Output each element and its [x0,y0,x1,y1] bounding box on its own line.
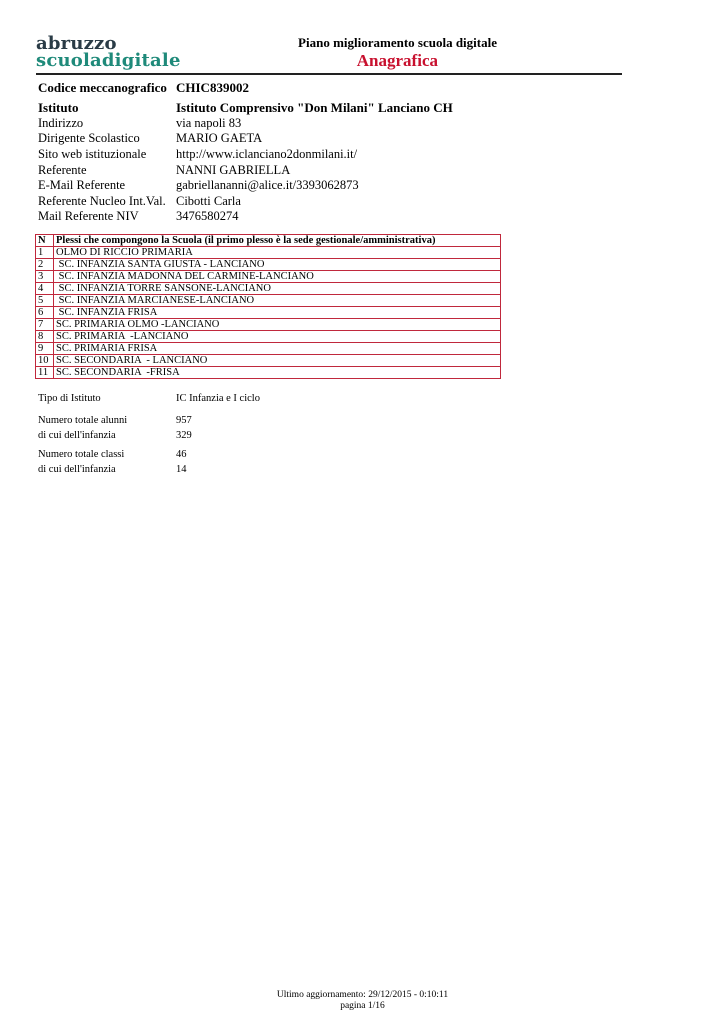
classi-infanzia-value: 14 [176,464,187,475]
classi-infanzia-label: di cui dell'infanzia [38,464,116,475]
plesso-name: SC. PRIMARIA -LANCIANO [54,331,501,343]
istituto-value: Istituto Comprensivo "Don Milani" Lanciano CH [176,100,453,115]
plesso-name: SC. SECONDARIA -FRISA [54,367,501,379]
table-row [36,319,501,331]
row-number: 6 [36,307,54,319]
plessi-table [35,234,501,379]
table-header-row [36,235,501,247]
plesso-name: SC. INFANZIA SANTA GIUSTA - LANCIANO [54,259,501,271]
row-number: 11 [36,367,54,379]
header-divider [36,73,622,75]
logo-line-1: abruzzo [36,33,117,54]
field-value: 3476580274 [176,209,239,223]
document-subtitle: Anagrafica [356,51,438,70]
codice-value: CHIC839002 [176,80,249,95]
field-label: Referente Nucleo Int.Val. [38,194,166,208]
field-label: Sito web istituzionale [38,147,147,161]
plesso-name: SC. INFANZIA MARCIANESE-LANCIANO [54,295,501,307]
tipo-label: Tipo di Istituto [38,393,101,404]
table-row [36,247,501,259]
row-number: 1 [36,247,54,259]
table-row [36,259,501,271]
plesso-name: SC. INFANZIA TORRE SANSONE-LANCIANO [54,283,501,295]
field-label: Mail Referente NIV [38,209,139,223]
tipo-value: IC Infanzia e I ciclo [176,393,260,404]
table-row [36,307,501,319]
alunni-infanzia-label: di cui dell'infanzia [38,430,116,441]
row-number: 10 [36,355,54,367]
table-row [36,331,501,343]
alunni-infanzia-value: 329 [176,430,192,441]
row-number: 9 [36,343,54,355]
plesso-name: SC. PRIMARIA OLMO -LANCIANO [54,319,501,331]
plesso-name: SC. PRIMARIA FRISA [54,343,501,355]
page-number: pagina 1/16 [340,1001,385,1011]
field-value: Cibotti Carla [176,194,241,208]
website-link[interactable]: http://www.iclanciano2donmilani.it/ [176,147,358,161]
table-row [36,271,501,283]
field-label: Indirizzo [38,116,84,130]
table-row [36,283,501,295]
row-number: 2 [36,259,54,271]
table-row [36,355,501,367]
field-value: NANNI GABRIELLA [176,163,291,177]
row-number: 4 [36,283,54,295]
abruzzo-scuola-digitale-logo [36,33,181,71]
logo-line-2: scuoladigitale [36,50,181,71]
field-value: gabriellananni@alice.it/3393062873 [176,178,359,192]
codice-label: Codice meccanografico [38,80,167,95]
classi-value: 46 [176,449,187,460]
field-value: via napoli 83 [176,116,242,130]
table-row [36,367,501,379]
alunni-value: 957 [176,415,192,426]
field-label: Dirigente Scolastico [38,131,140,145]
table-row [36,295,501,307]
column-header-plessi: Plessi che compongono la Scuola (il primo plesso è la sede gestionale/amministrativa) [54,235,501,247]
plesso-name: SC. SECONDARIA - LANCIANO [54,355,501,367]
row-number: 5 [36,295,54,307]
field-label: E-Mail Referente [38,178,126,192]
alunni-label: Numero totale alunni [38,415,128,426]
row-number: 8 [36,331,54,343]
plesso-name: SC. INFANZIA MADONNA DEL CARMINE-LANCIANO [54,271,501,283]
last-updated: Ultimo aggiornamento: 29/12/2015 - 0:10:11 [276,990,449,1000]
row-number: 3 [36,271,54,283]
document-title: Piano miglioramento scuola digitale [298,35,497,50]
istituto-label: Istituto [38,100,79,115]
table-row [36,343,501,355]
plesso-name: SC. INFANZIA FRISA [54,307,501,319]
field-value: MARIO GAETA [176,131,263,145]
column-header-n: N [36,235,54,247]
field-label: Referente [38,163,87,177]
row-number: 7 [36,319,54,331]
classi-label: Numero totale classi [38,449,125,460]
plesso-name: OLMO DI RICCIO PRIMARIA [54,247,501,259]
